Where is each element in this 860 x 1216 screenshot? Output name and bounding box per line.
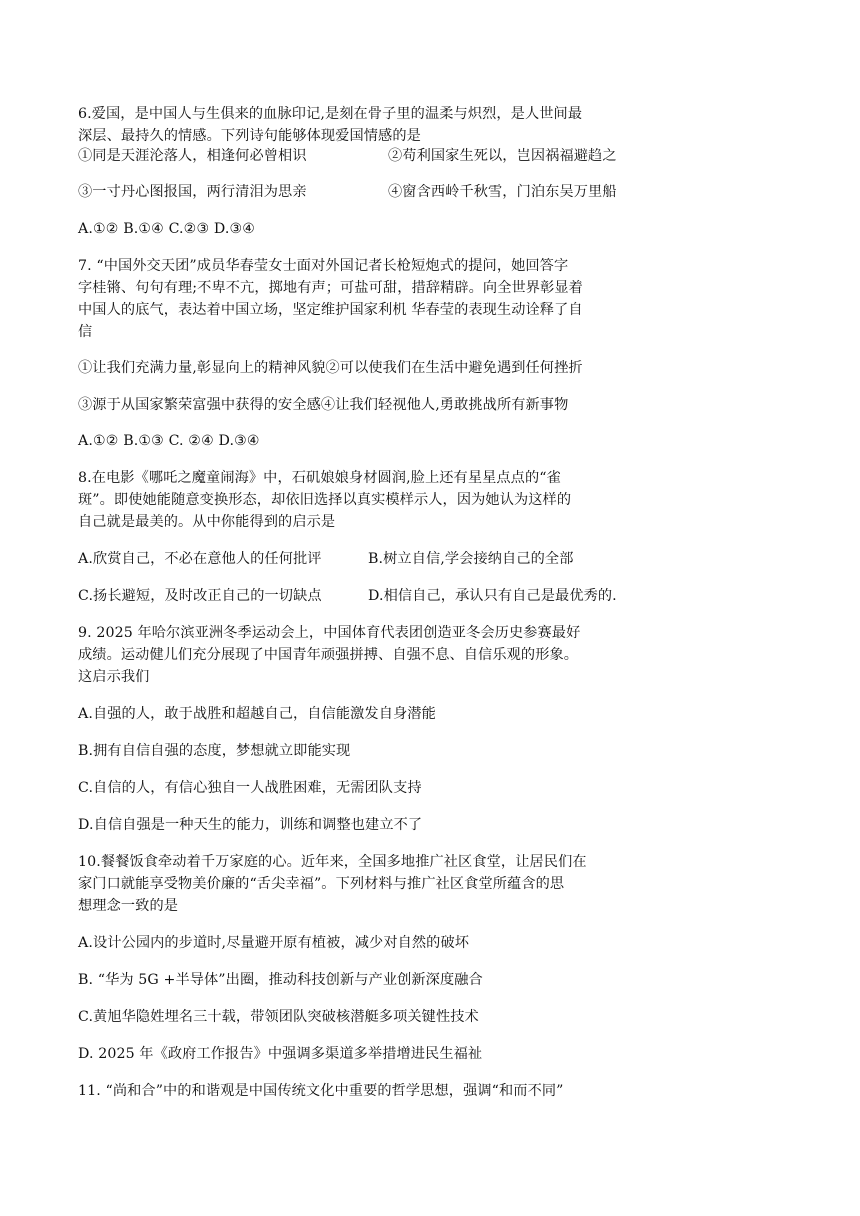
q7-stem-line4: 信 xyxy=(78,324,93,340)
q6-stem-line1: 6.爱国，是中国人与生俱来的血脉印记,是刻在骨子里的温柔与炽烈，是人世间最 xyxy=(78,106,583,122)
q6-option-4: ④窗含西岭千秋雪，门泊东吴万里船 xyxy=(388,184,617,200)
q6-stem-line2: 深层、最持久的情感。下列诗句能够体现爱国情感的是 xyxy=(78,128,421,144)
q8-stem-line1: 8.在电影《哪吒之魔童闹海》中，石矶娘娘身材圆润,脸上还有星星点点的“雀 xyxy=(78,470,561,486)
q9-option-c: C.自信的人，有信心独自一人战胜困难，无需团队支持 xyxy=(78,780,422,796)
q10-stem-line3: 想理念一致的是 xyxy=(78,898,179,914)
q10-option-b: B. “华为 5G +半导体”出圈，推动科技创新与产业创新深度融合 xyxy=(78,972,483,988)
q8-option-c: C.扬长避短，及时改正自己的一切缺点 xyxy=(78,588,322,604)
q9-stem-line3: 这启示我们 xyxy=(78,669,150,685)
q9-option-a: A.自强的人，敢于战胜和超越自己，自信能激发自身潜能 xyxy=(78,706,436,722)
q11-stem-line1: 11. “尚和合”中的和谐观是中国传统文化中重要的哲学思想，强调“和而不同” xyxy=(78,1083,564,1099)
q9-stem-line2: 成绩。运动健儿们充分展现了中国青年顽强拼搏、自强不息、自信乐观的形象。 xyxy=(78,647,579,663)
q9-stem-line1: 9. 2025 年哈尔滨亚洲冬季运动会上，中国体育代表团创造亚冬会历史参赛最好 xyxy=(78,625,581,641)
q6-option-2: ②苟利国家生死以，岂因祸福避趋之 xyxy=(388,148,617,164)
q8-stem-line2: 斑”。即使她能随意变换形态，却依旧选择以真实模样示人，因为她认为这样的 xyxy=(78,492,572,508)
q7-stem-line1: 7. “中国外交天团”成员华春莹女士面对外国记者长枪短炮式的提问，她回答字 xyxy=(78,258,569,274)
q10-stem-line1: 10.餐餐饭食牵动着千万家庭的心。近年来，全国多地推广社区食堂，让居民们在 xyxy=(78,854,587,870)
q7-options-1-2: ①让我们充满力量,彰显向上的精神风貌②可以使我们在生活中避免遇到任何挫折 xyxy=(78,360,583,376)
q9-option-d: D.自信自强是一种天生的能力，训练和调整也建立不了 xyxy=(78,817,423,833)
q9-option-b: B.拥有自信自强的态度，梦想就立即能实现 xyxy=(78,743,351,759)
q10-option-a: A.设计公园内的步道时,尽量避开原有植被，减少对自然的破坏 xyxy=(78,935,470,951)
q6-option-3: ③一寸丹心图报国，两行清泪为思亲 xyxy=(78,184,307,200)
q7-options-3-4: ③源于从国家繁荣富强中获得的安全感④让我们轻视他人,勇敢挑战所有新事物 xyxy=(78,397,569,413)
q8-option-d: D.相信自己，承认只有自己是最优秀的. xyxy=(368,588,617,604)
q10-stem-line2: 家门口就能享受物美价廉的“舌尖幸福”。下列材料与推广社区食堂所蕴含的思 xyxy=(78,876,565,892)
q6-option-1: ①同是天涯沦落人，相逢何必曾相识 xyxy=(78,148,307,164)
q8-stem-line3: 自己就是最美的。从中你能得到的启示是 xyxy=(78,514,336,530)
q8-option-b: B.树立自信,学会接纳自己的全部 xyxy=(368,551,574,567)
q7-stem-line3: 中国人的底气，表达着中国立场，坚定维护国家利机 华春莹的表现生动诠释了自 xyxy=(78,302,583,318)
q10-option-d: D. 2025 年《政府工作报告》中强调多渠道多举措增进民生福祉 xyxy=(78,1046,483,1062)
q7-stem-line2: 字桂锵、句句有理;不卑不亢，掷地有声；可盐可甜，措辞精辟。向全世界彰显着 xyxy=(78,280,583,296)
q10-option-c: C.黄旭华隐姓埋名三十载，带领团队突破核潜艇多项关键性技术 xyxy=(78,1009,479,1025)
q6-choices: A.①② B.①④ C.②③ D.③④ xyxy=(78,221,256,237)
q7-choices: A.①② B.①③ C. ②④ D.③④ xyxy=(78,433,260,449)
q8-option-a: A.欣赏自己，不必在意他人的任何批评 xyxy=(78,551,322,567)
